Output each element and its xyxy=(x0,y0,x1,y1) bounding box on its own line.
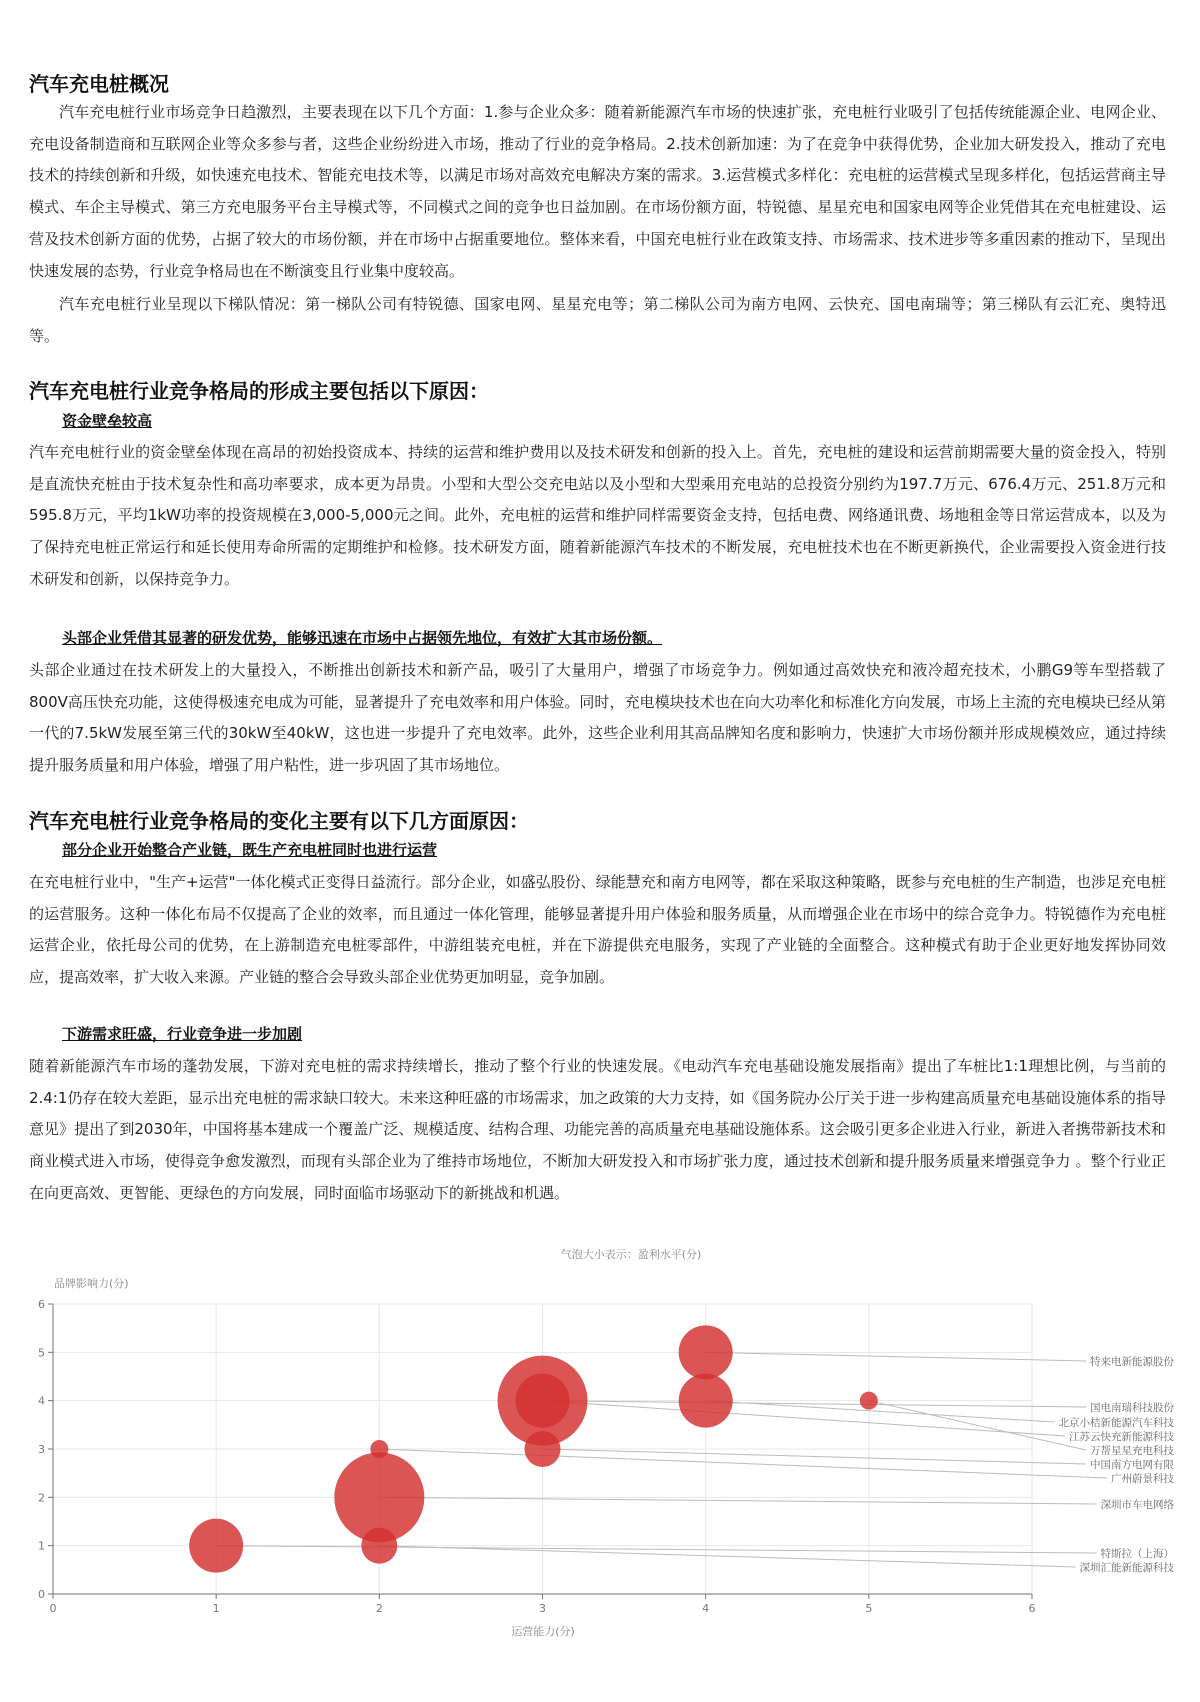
bubble-point xyxy=(370,1440,388,1458)
y-tick-label: 6 xyxy=(38,1298,45,1311)
x-tick-label: 3 xyxy=(539,1602,546,1615)
x-tick-label: 5 xyxy=(865,1602,873,1615)
bubble-point xyxy=(516,1374,570,1428)
leader-line xyxy=(379,1546,1075,1567)
overview-paragraph: 汽车充电桩行业市场竞争日趋激烈，主要表现在以下几个方面：1.参与企业众多：随着新能源汽车市场的快速扩张，充电桩行业吸引了包括传统能源企业、电网企业、充电设备制造商和互联网企业等众多参与者，这些企业纷纷进入市场，推动了行业的竞争格局。2.技术创新加速：为了在竞争中获得优势，企业加大研发投入，推动了充电技术的持续创新和升级，如快速充电技术、智能充电技术等，以满足市场对高效充电解决方案的需求。3.运营模式多样化：充电桩的运营模式呈现多样化，包括运营商主导模式、车企主导模式、第三方充电服务平台主导模式等，不同模式之间的竞争也日益加剧。在市场份额方面，特锐德、星星充电和国家电网等企业凭借其在充电桩建设、运营及技术创新方面的优势，占据了较大的市场份额，并在市场中占据重要地位。整体来看，中国充电桩行业在政策支持、市场需求、技术进步等多重因素的推动下，呈现出快速发展的态势，行业竞争格局也在不断演变且行业集中度较高。 xyxy=(29,103,1166,280)
bubble-label: 特来电新能源股份 xyxy=(1090,1356,1174,1368)
y-tick-label: 0 xyxy=(38,1588,45,1601)
bubble-chart xyxy=(0,1230,1200,1702)
section-title-changes: 汽车充电桩行业竞争格局的变化主要有以下几方面原因： xyxy=(29,809,529,833)
leader-line xyxy=(216,1546,1096,1553)
leader-line xyxy=(379,1497,1096,1504)
leader-line xyxy=(379,1449,1107,1478)
x-tick-label: 0 xyxy=(49,1602,57,1615)
bubble-label: 特斯拉（上海） xyxy=(1100,1548,1174,1560)
bubble-point xyxy=(361,1528,397,1564)
subheading-capital-barrier: 资金壁垒较高 xyxy=(62,412,153,430)
y-tick-label: 2 xyxy=(38,1491,45,1505)
demand-paragraph: 随着新能源汽车市场的蓬勃发展，下游对充电桩的需求持续增长，推动了整个行业的快速发展。《电动汽车充电基础设施发展指南》提出了车桩比1:1理想比例，与当前的2.4:1仍存在较大差距，显示出充电桩的需求缺口较大。未来这种旺盛的市场需求，加之政策的大力支持，如《国务院办公厅关于进一步构建高质量充电基础设施体系的指导意见》提出了到2030年，中国将基本建成一个覆盖广泛、规模适度、结构合理、功能完善的高质量充电基础设施体系。这会吸引更多企业进入行业，新进入者携带新技术和商业模式进入市场，使得竞争愈发激烈，而现有头部企业为了维持市场地位，不断加大研发投入和市场扩张力度，通过技术创新和提升服务质量来增强竞争力 。整个行业正在向更高效、更智能、更绿色的方向发展，同时面临市场驱动下的新挑战和机遇。 xyxy=(29,1057,1166,1202)
x-tick-label: 6 xyxy=(1028,1602,1036,1615)
x-tick-label: 1 xyxy=(212,1602,220,1615)
y-tick-label: 4 xyxy=(38,1394,45,1408)
chart-title: 气泡大小表示：盈利水平(分) xyxy=(560,1248,702,1261)
bubble-label: 深圳汇能新能源科技 xyxy=(1079,1562,1174,1574)
bubble-label: 万帮星星充电科技 xyxy=(1090,1445,1174,1457)
subheading-integration: 部分企业开始整合产业链，既生产充电桩同时也进行运营 xyxy=(62,841,438,859)
bubble-point xyxy=(679,1374,733,1428)
bubble-label: 江苏云快充新能源科技 xyxy=(1069,1431,1174,1443)
x-axis-label: 运营能力(分) xyxy=(511,1625,575,1638)
y-axis-label: 品牌影响力(分) xyxy=(54,1277,129,1290)
bubble-point xyxy=(679,1325,733,1379)
section-title-formation: 汽车充电桩行业竞争格局的形成主要包括以下原因： xyxy=(29,379,489,403)
bubble-label: 广州蔚景科技 xyxy=(1111,1473,1174,1485)
y-tick-label: 1 xyxy=(38,1539,45,1553)
x-tick-label: 2 xyxy=(375,1602,383,1615)
y-tick-label: 3 xyxy=(38,1443,45,1456)
rd-advantage-paragraph: 头部企业通过在技术研发上的大量投入，不断推出创新技术和新产品，吸引了大量用户，增强了市场竞争力。例如通过高效快充和液冷超充技术，小鹏G9等车型搭载了800V高压快充功能，这使得极速充电成为可能，显著提升了充电效率和用户体验。同时，充电模块技术也在向大功率化和标准化方向发展，市场上主流的充电模块已经从第一代的7.5kW发展至第三代的30kW至40kW，这也进一步提升了充电效率。此外，这些企业利用其高品牌知名度和影响力，快速扩大市场份额并形成规模效应，通过持续提升服务质量和用户体验，增强了用户粘性，进一步巩固了其市场地位。 xyxy=(29,661,1166,775)
leader-line xyxy=(543,1449,1087,1464)
leader-line xyxy=(706,1401,1055,1422)
bubble-label: 中国南方电网有限 xyxy=(1090,1459,1174,1471)
leader-line xyxy=(706,1352,1086,1361)
capital-barrier-paragraph: 汽车充电桩行业的资金壁垒体现在高昂的初始投资成本、持续的运营和维护费用以及技术研发和创新的投入上。首先，充电桩的建设和运营前期需要大量的资金投入，特别是直流快充桩由于技术复杂性和高功率要求，成本更为昂贵。小型和大型公交充电站以及小型和大型乘用充电站的总投资分别约为197.7万元、676.4万元、251.8万元和595.8万元，平均1kW功率的投资规模在3,000-5,000元之间。此外，充电桩的运营和维护同样需要资金支持，包括电费、网络通讯费、场地租金等日常运营成本，以及为了保持充电桩正常运行和延长使用寿命所需的定期维护和检修。技术研发方面，随着新能源汽车技术的不断发展，充电桩技术也在不断更新换代，企业需要投入资金进行技术研发和创新，以保持竞争力。 xyxy=(29,443,1166,588)
bubble-point xyxy=(189,1519,243,1573)
bubble-label: 国电南瑞科技股份 xyxy=(1090,1402,1174,1414)
integration-paragraph: 在充电桩行业中，"生产+运营"一体化模式正变得日益流行。部分企业，如盛弘股份、绿能慧充和南方电网等，都在采取这种策略，既参与充电桩的生产制造，也涉足充电桩的运营服务。这种一体化布局不仅提高了企业的效率，而且通过一体化管理，能够显著提升用户体验和服务质量，从而增强企业在市场中的综合竞争力。特锐德作为充电桩运营企业，依托母公司的优势，在上游制造充电桩零部件，中游组装充电桩，并在下游提供充电服务，实现了产业链的全面整合。这种模式有助于企业更好地发挥协同效应，提高效率，扩大收入来源。产业链的整合会导致头部企业优势更加明显，竞争加剧。 xyxy=(29,873,1167,987)
bubble-point xyxy=(525,1431,561,1467)
y-tick-label: 5 xyxy=(38,1346,45,1360)
bubble-label: 深圳市车电网络 xyxy=(1100,1499,1174,1511)
bubble-point xyxy=(860,1392,878,1410)
subheading-rd-advantage: 头部企业凭借其显著的研发优势，能够迅速在市场中占据领先地位，有效扩大其市场份额。 xyxy=(62,629,663,647)
x-tick-label: 4 xyxy=(702,1602,710,1615)
bubble-label: 北京小桔新能源汽车科技 xyxy=(1058,1417,1174,1429)
section-title-overview: 汽车充电桩概况 xyxy=(29,72,169,96)
subheading-demand: 下游需求旺盛，行业竞争进一步加剧 xyxy=(62,1025,303,1043)
tier-paragraph: 汽车充电桩行业呈现以下梯队情况：第一梯队公司有特锐德、国家电网、星星充电等；第二梯队公司为南方电网、云快充、国电南瑞等；第三梯队有云汇充、奥特迅等。 xyxy=(29,295,1166,345)
